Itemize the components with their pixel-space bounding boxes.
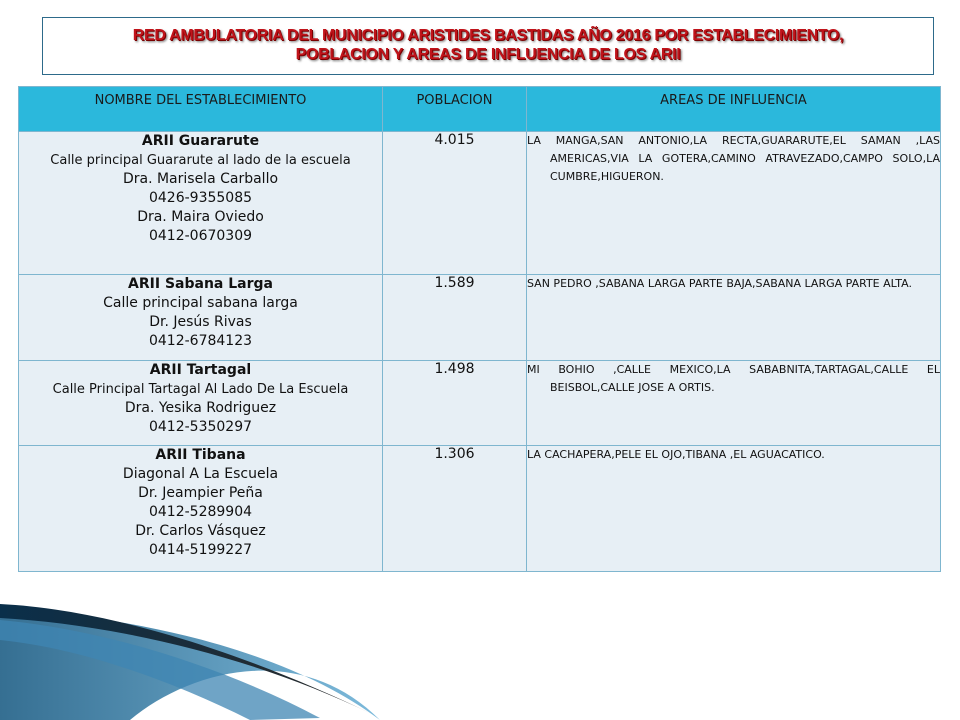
- contact-line: 0412-5350297: [148, 419, 253, 435]
- contact-line: 0412-6784123: [148, 333, 253, 349]
- header-nombre: NOMBRE DEL ESTABLECIMIENTO: [19, 87, 383, 132]
- header-poblacion: POBLACION: [383, 87, 527, 132]
- establishment-address: Diagonal A La Escuela: [122, 466, 279, 482]
- establishment-cell: [19, 275, 383, 361]
- contact-line: Dr. Carlos Vásquez: [135, 523, 266, 539]
- header-areas: AREAS DE INFLUENCIA: [527, 87, 941, 132]
- title-box: [42, 17, 934, 75]
- areas-text: SAN PEDRO ,SABANA LARGA PARTE BAJA,SABANA LARGA PARTE ALTA.: [527, 277, 912, 290]
- poblacion-cell: 1.306: [383, 446, 527, 572]
- table-row: [19, 275, 941, 361]
- table-header-row: [19, 87, 941, 132]
- poblacion-cell: 1.589: [383, 275, 527, 361]
- establishment-name: ARII Guararute: [141, 133, 260, 149]
- contact-line: Dra. Yesika Rodriguez: [124, 400, 277, 416]
- areas-text: LA MANGA,SAN ANTONIO,LA RECTA,GUARARUTE,EL SAMAN ,LAS AMERICAS,VIA LA GOTERA,CAMINO ATRAVEZADO,CAMPO SOLO,LA CUMBRE,HIGUERON.: [527, 134, 940, 183]
- areas-text: MI BOHIO ,CALLE MEXICO,LA SABABNITA,TARTAGAL,CALLE EL BEISBOL,CALLE JOSE A ORTIS.: [527, 363, 940, 394]
- establishment-cell: [19, 446, 383, 572]
- contact-line: Dra. Maira Oviedo: [137, 209, 264, 225]
- title-line-1: RED AMBULATORIA DEL MUNICIPIO ARISTIDES BASTIDAS AÑO 2016 POR ESTABLECIMIENTO,: [132, 27, 844, 44]
- table-row: [19, 361, 941, 446]
- areas-text: LA CACHAPERA,PELE EL OJO,TIBANA ,EL AGUACATICO.: [527, 448, 825, 461]
- contact-line: 0412-0670309: [148, 228, 253, 244]
- decorative-swoosh: [0, 600, 960, 720]
- contact-line: Dr. Jeampier Peña: [138, 485, 263, 501]
- contact-line: Dr. Jesús Rivas: [149, 314, 252, 330]
- establishment-name: ARII Tartagal: [149, 362, 252, 378]
- contact-line: 0414-5199227: [148, 542, 253, 558]
- establishment-name: ARII Sabana Larga: [128, 276, 273, 292]
- establishment-address: Calle principal sabana larga: [103, 295, 298, 311]
- contact-line: 0412-5289904: [148, 504, 253, 520]
- poblacion-cell: 4.015: [383, 132, 527, 275]
- establishment-address: Calle principal Guararute al lado de la escuela: [50, 153, 351, 168]
- poblacion-cell: 1.498: [383, 361, 527, 446]
- establishment-cell: [19, 361, 383, 446]
- contact-line: 0426-9355085: [148, 190, 253, 206]
- areas-cell: [527, 446, 941, 572]
- establishment-name: ARII Tibana: [155, 447, 246, 463]
- establishment-cell: [19, 132, 383, 275]
- table-row: [19, 446, 941, 572]
- title-line-2: POBLACION Y AREAS DE INFLUENCIA DE LOS ARII: [295, 46, 681, 63]
- areas-cell: [527, 132, 941, 275]
- areas-cell: [527, 361, 941, 446]
- establishment-address: Calle Principal Tartagal Al Lado De La Escuela: [52, 382, 349, 397]
- table-row: [19, 132, 941, 275]
- contact-line: Dra. Marisela Carballo: [122, 171, 279, 187]
- establishments-table: [18, 86, 941, 572]
- areas-cell: [527, 275, 941, 361]
